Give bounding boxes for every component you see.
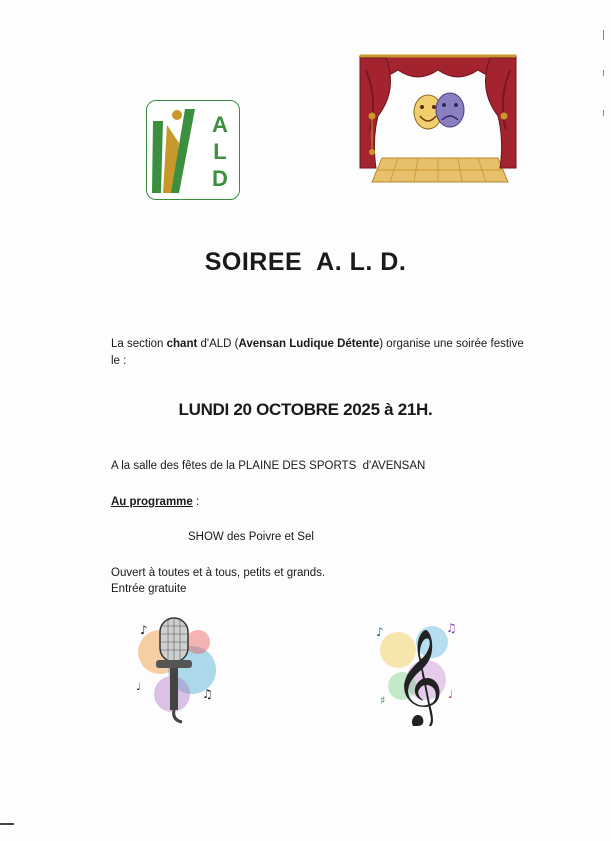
scan-bottom-mark xyxy=(0,823,14,825)
svg-text:♩: ♩ xyxy=(448,688,454,701)
open-line-2: Entrée gratuite xyxy=(111,583,187,595)
intro-middle: d'ALD ( xyxy=(197,338,239,350)
programme-label: Au programme xyxy=(111,496,193,508)
svg-text:♪: ♪ xyxy=(140,623,148,637)
intro-paragraph xyxy=(111,336,531,370)
show-name: SHOW des Poivre et Sel xyxy=(188,531,314,543)
open-info xyxy=(111,565,325,597)
programme-suffix: : xyxy=(192,496,200,508)
intro-before: La section xyxy=(111,338,167,350)
svg-text:♫: ♫ xyxy=(446,621,457,635)
intro-chant: chant xyxy=(166,338,198,350)
svg-text:♯: ♯ xyxy=(380,694,386,707)
event-date: LUNDI 20 OCTOBRE 2025 à 21H. xyxy=(178,400,433,419)
event-venue: A la salle des fêtes de la PLAINE DES SPORTS d'AVENSAN xyxy=(111,460,426,472)
ald-letter-d: D xyxy=(212,166,228,191)
page-title: SOIREE A. L. D. xyxy=(204,248,407,276)
microphone-icon xyxy=(126,612,226,732)
svg-text:𝄞: 𝄞 xyxy=(394,628,444,726)
svg-text:♫: ♫ xyxy=(202,687,213,701)
ald-logo xyxy=(146,100,240,200)
ald-logo-icon xyxy=(149,103,209,199)
ald-letter-a: A xyxy=(212,112,228,137)
intro-association: Avensan Ludique Détente xyxy=(238,338,380,350)
ald-letters xyxy=(205,111,235,192)
treble-clef-icon xyxy=(368,606,468,726)
intro-after: ) organise une soirée festive le : xyxy=(111,338,524,367)
svg-text:♩: ♩ xyxy=(136,682,141,693)
programme-heading xyxy=(111,496,199,508)
scan-edge-mark xyxy=(602,30,605,120)
svg-text:♪: ♪ xyxy=(376,625,384,639)
open-line-1: Ouvert à toutes et à tous, petits et grands. xyxy=(111,567,326,579)
theater-stage-icon xyxy=(358,50,518,190)
ald-letter-l: L xyxy=(213,139,227,164)
